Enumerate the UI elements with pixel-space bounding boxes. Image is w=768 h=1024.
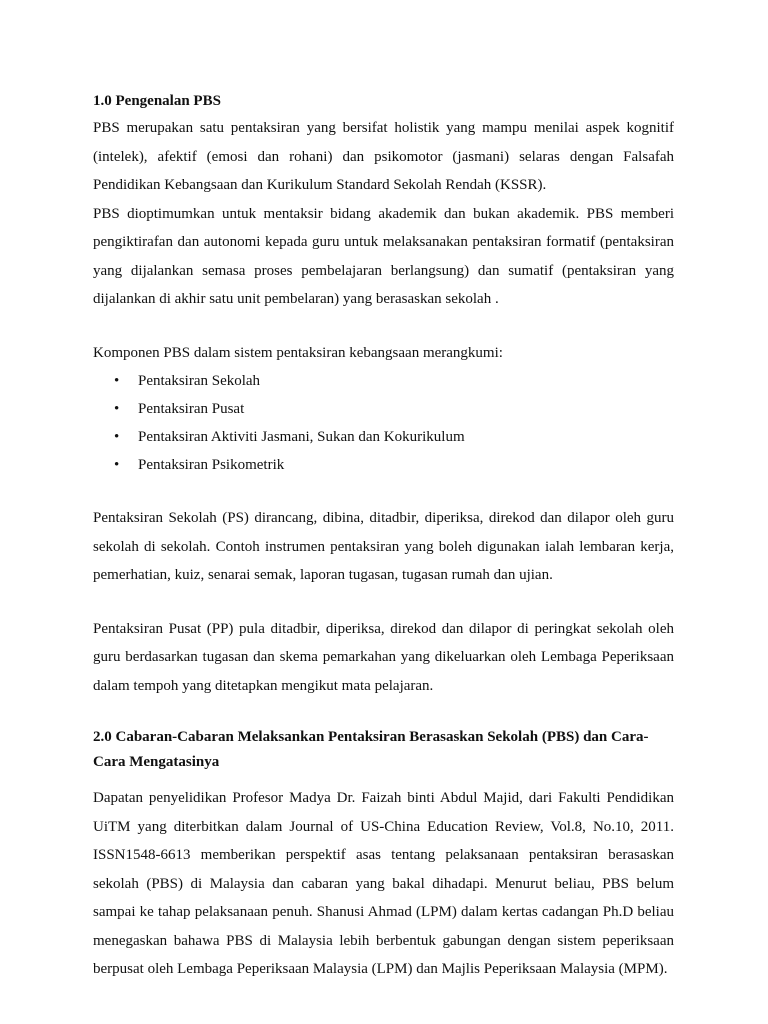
paragraph-pentaksiran-sekolah: Pentaksiran Sekolah (PS) dirancang, dibina, ditadbir, diperiksa, direkod dan dilapor oleh guru sekolah di sekolah. Contoh instrumen pentaksiran yang boleh digunakan ialah lembaran kerja, pemerhatian, kuiz, senarai semak, laporan tugasan, tugasan rumah dan ujian. (93, 510, 674, 583)
section-2-paragraph-1: Dapatan penyelidikan Profesor Madya Dr. Faizah binti Abdul Majid, dari Fakulti Pendidikan UiTM yang diterbitkan dalam Journal of US-China Education Review, Vol.8, No.10, 2011. ISSN1548-6613 memberikan perspektif asas tentang pelaksanaan pentaksiran berasaskan sekolah (PBS) di Malaysia dan cabaran yang bakal dihadapi. Menurut beliau, PBS belum sampai ke tahap pelaksanaan penuh. Shanusi Ahmad (LPM) dalam kertas cadangan Ph.D beliau menegaskan bahawa PBS di Malaysia lebih berbentuk gabungan dengan sistem peperiksaan berpusat oleh Lembaga Peperiksaan Malaysia (LPM) dan Majlis Peperiksaan Malaysia (MPM). (93, 790, 674, 977)
components-intro: Komponen PBS dalam sistem pentaksiran kebangsaan merangkumi: (93, 344, 503, 361)
list-item: • Pentaksiran Sekolah (93, 367, 674, 395)
spacer (93, 775, 674, 784)
list-item: • Pentaksiran Aktiviti Jasmani, Sukan dan Kokurikulum (93, 423, 674, 451)
spacer (93, 700, 674, 725)
section-1-paragraph-1: PBS merupakan satu pentaksiran yang bersifat holistik yang mampu menilai aspek kognitif (intelek), afektif (emosi dan rohani) dan psikomotor (jasmani) selaras dengan Falsafah Pendidikan Kebangsaan dan Kurikulum Standard Sekolah Rendah (KSSR). (93, 120, 674, 193)
section-2-heading: 2.0 Cabaran-Cabaran Melaksankan Pentaksiran Berasaskan Sekolah (PBS) dan Cara-Cara Mengatasinya (93, 729, 649, 770)
document-page (93, 89, 674, 984)
list-item: • Pentaksiran Pusat (93, 395, 674, 423)
section-1-heading: 1.0 Pengenalan PBS (93, 93, 221, 109)
spacer (93, 314, 674, 339)
section-1-paragraph-2: PBS dioptimumkan untuk mentaksir bidang akademik dan bukan akademik. PBS memberi pengiktirafan dan autonomi kepada guru untuk melaksanakan pentaksiran formatif (pentaksiran yang dijalankan semasa proses pembelajaran berlangsung) dan sumatif (pentaksiran yang dijalankan di akhir satu unit pembelaran) yang berasaskan sekolah . (93, 205, 674, 307)
spacer (93, 590, 674, 615)
paragraph-pentaksiran-pusat: Pentaksiran Pusat (PP) pula ditadbir, diperiksa, direkod dan dilapor di peringkat sekolah oleh guru berdasarkan tugasan dan skema pemarkahan yang dikeluarkan oleh Lembaga Peperiksaan dalam tempoh yang ditetapkan mengikut mata pelajaran. (93, 620, 674, 694)
spacer (93, 479, 674, 504)
components-list (93, 367, 674, 479)
list-item: • Pentaksiran Psikometrik (93, 451, 674, 479)
